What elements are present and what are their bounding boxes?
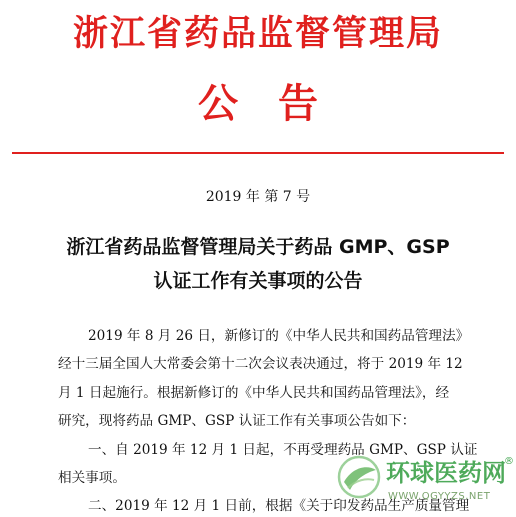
body-line-2: 经十三届全国人大常委会第十二次会议表决通过，将于 2019 年 12: [58, 356, 463, 372]
body-line-1: 2019 年 8 月 26 日，新修订的《中华人民共和国药品管理法》: [88, 328, 470, 344]
document-number: 2019 年 第 7 号: [205, 189, 311, 205]
watermark-name: 环球医药网: [386, 459, 506, 487]
body-line-6: 相关事项。: [58, 470, 126, 486]
body-line-3: 月 1 日起施行。根据新修订的《中华人民共和国药品管理法》，经: [58, 385, 450, 401]
site-watermark: [336, 452, 512, 510]
body-line-5: 一、自 2019 年 12 月 1 日起，不再受理药品 GMP、GSP 认证: [88, 442, 478, 458]
watermark-url: WWW.QGYYZS.NET: [388, 491, 491, 502]
notice-title: 公告: [198, 81, 358, 127]
body-line-7: 二、2019 年 12 月 1 日前，根据《关于印发药品生产质量管理: [88, 498, 470, 514]
globe-leaf-icon: [336, 454, 382, 500]
agency-name: 浙江省药品监督管理局: [72, 14, 443, 54]
red-divider: [12, 152, 504, 154]
body-line-4: 研究，现将药品 GMP、GSP 认证工作有关事项公告如下：: [58, 413, 416, 429]
notice-heading-line-2: 认证工作有关事项的公告: [153, 270, 363, 292]
registered-mark: ®: [504, 456, 514, 467]
notice-heading-line-1: 浙江省药品监督管理局关于药品 GMP、GSP: [66, 236, 450, 258]
